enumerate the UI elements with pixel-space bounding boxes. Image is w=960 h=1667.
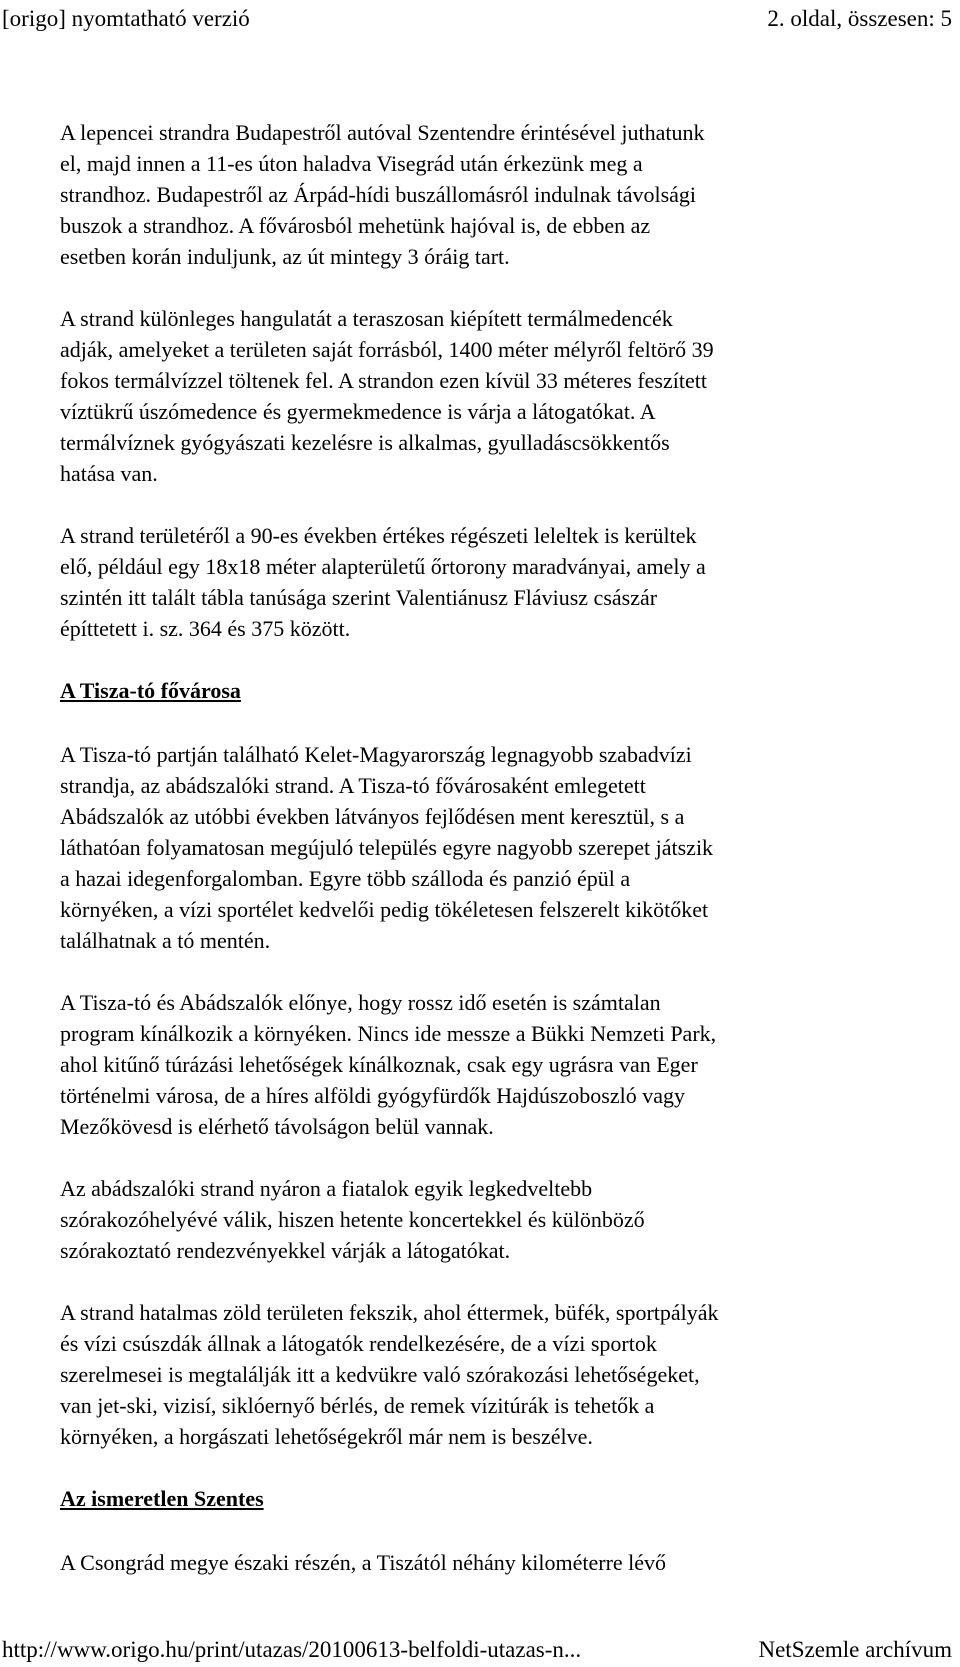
text-line: és vízi csúszdák állnak a látogatók rendelkezésére, de a vízi sportok	[60, 1331, 657, 1356]
text-line: strandja, az abádszalóki strand. A Tisza-tó fővárosaként emlegetett	[60, 773, 646, 798]
text-line: találhatnak a tó mentén.	[60, 928, 271, 953]
text-line: ahol kitűnő túrázási lehetőségek kínálkoznak, csak egy ugrásra van Eger	[60, 1052, 698, 1077]
text-line: A Tisza-tó partján található Kelet-Magyarország legnagyobb szabadvízi	[60, 742, 692, 767]
text-line: A Csongrád megye északi részén, a Tiszától néhány kilométerre lévő	[60, 1550, 667, 1575]
text-line: szintén itt talált tábla tanúsága szerint Valentiánusz Fláviusz császár	[60, 585, 658, 610]
text-line: program kínálkozik a környéken. Nincs ide messze a Bükki Nemzeti Park,	[60, 1021, 717, 1046]
print-header	[0, 2, 958, 36]
paragraph-lepence-access	[60, 117, 950, 272]
paragraph-youth	[60, 1173, 950, 1266]
text-line: szerelmesei is megtalálják itt a kedvükre való szórakozási lehetőségeket,	[60, 1362, 700, 1387]
archive-label: NetSzemle archívum	[758, 1637, 952, 1662]
text-line: szórakoztató rendezvényekkel várják a látogatókat.	[60, 1238, 511, 1263]
text-line: adják, amelyeket a területen saját forrásból, 1400 méter mélyről feltörő 39	[60, 337, 714, 362]
text-line: építtetett i. sz. 364 és 375 között.	[60, 616, 351, 641]
text-line: víztükrű úszómedence és gyermekmedence is várja a látogatókat. A	[60, 399, 656, 424]
paragraph-abadszalok-strand	[60, 739, 950, 956]
paragraph-thermal-pools	[60, 303, 950, 489]
text-line: történelmi városa, de a híres alföldi gyógyfürdők Hajdúszoboszló vagy	[60, 1083, 686, 1108]
text-line: A Tisza-tó és Abádszalók előnye, hogy rossz idő esetén is számtalan	[60, 990, 661, 1015]
text-line: Az abádszalóki strand nyáron a fiatalok egyik legkedveltebb	[60, 1176, 593, 1201]
text-line: van jet-ski, vizisí, siklóernyő bérlés, de remek vízitúrák is tehetők a	[60, 1393, 655, 1418]
text-line: el, majd innen a 11-es úton haladva Visegrád után érkezünk meg a	[60, 151, 643, 176]
text-line: környéken, a horgászati lehetőségekről már nem is beszélve.	[60, 1424, 593, 1449]
text-line: A lepencei strandra Budapestről autóval Szentendre érintésével juthatunk	[60, 120, 705, 145]
text-line: termálvíznek gyógyászati kezelésre is alkalmas, gyulladáscsökkentős	[60, 430, 670, 455]
text-line: környéken, a vízi sportélet kedvelői pedig tökéletesen felszerelt kikötőket	[60, 897, 709, 922]
paragraph-programs	[60, 987, 950, 1142]
paragraph-csongrad	[60, 1547, 950, 1578]
text-line: elő, például egy 18x18 méter alapterületű őrtorony maradványai, amely a	[60, 554, 706, 579]
text-line: szórakozóhelyévé válik, hiszen hetente koncertekkel és különböző	[60, 1207, 645, 1232]
text-line: Mezőkövesd is elérhető távolságon belül vannak.	[60, 1114, 494, 1139]
text-line: strandhoz. Budapestről az Árpád-hídi buszállomásról indulnak távolsági	[60, 182, 697, 207]
article-body	[60, 117, 950, 1609]
print-version-label: [origo] nyomtatható verzió	[2, 6, 250, 31]
text-line: buszok a strandhoz. A fővárosból mehetünk hajóval is, de ebben az	[60, 213, 651, 238]
text-line: A strand hatalmas zöld területen fekszik, ahol éttermek, büfék, sportpályák	[60, 1300, 719, 1325]
text-line: Abádszalók az utóbbi években látványos fejlődésen ment keresztül, s a	[60, 804, 685, 829]
text-line: A strand különleges hangulatát a teraszosan kiépített termálmedencék	[60, 306, 673, 331]
text-line: láthatóan folyamatosan megújuló település egyre nagyobb szerepet játszik	[60, 835, 714, 860]
text-line: a hazai idegenforgalomban. Egyre több szálloda és panzió épül a	[60, 866, 631, 891]
section-heading-tisza-to: A Tisza-tó fővárosa	[60, 678, 241, 703]
section-heading-szentes: Az ismeretlen Szentes	[60, 1486, 264, 1511]
page-counter: 2. oldal, összesen: 5	[767, 6, 952, 31]
text-line: fokos termálvízzel töltenek fel. A strandon ezen kívül 33 méteres feszített	[60, 368, 707, 393]
paragraph-archaeology	[60, 520, 950, 644]
text-line: esetben korán induljunk, az út mintegy 3 óráig tart.	[60, 244, 510, 269]
text-line: hatása van.	[60, 461, 158, 486]
text-line: A strand területéről a 90-es években értékes régészeti leleltek is kerültek	[60, 523, 697, 548]
source-url: http://www.origo.hu/print/utazas/20100613-belfoldi-utazas-n...	[2, 1637, 582, 1662]
paragraph-facilities	[60, 1297, 950, 1452]
print-footer	[0, 1633, 958, 1667]
